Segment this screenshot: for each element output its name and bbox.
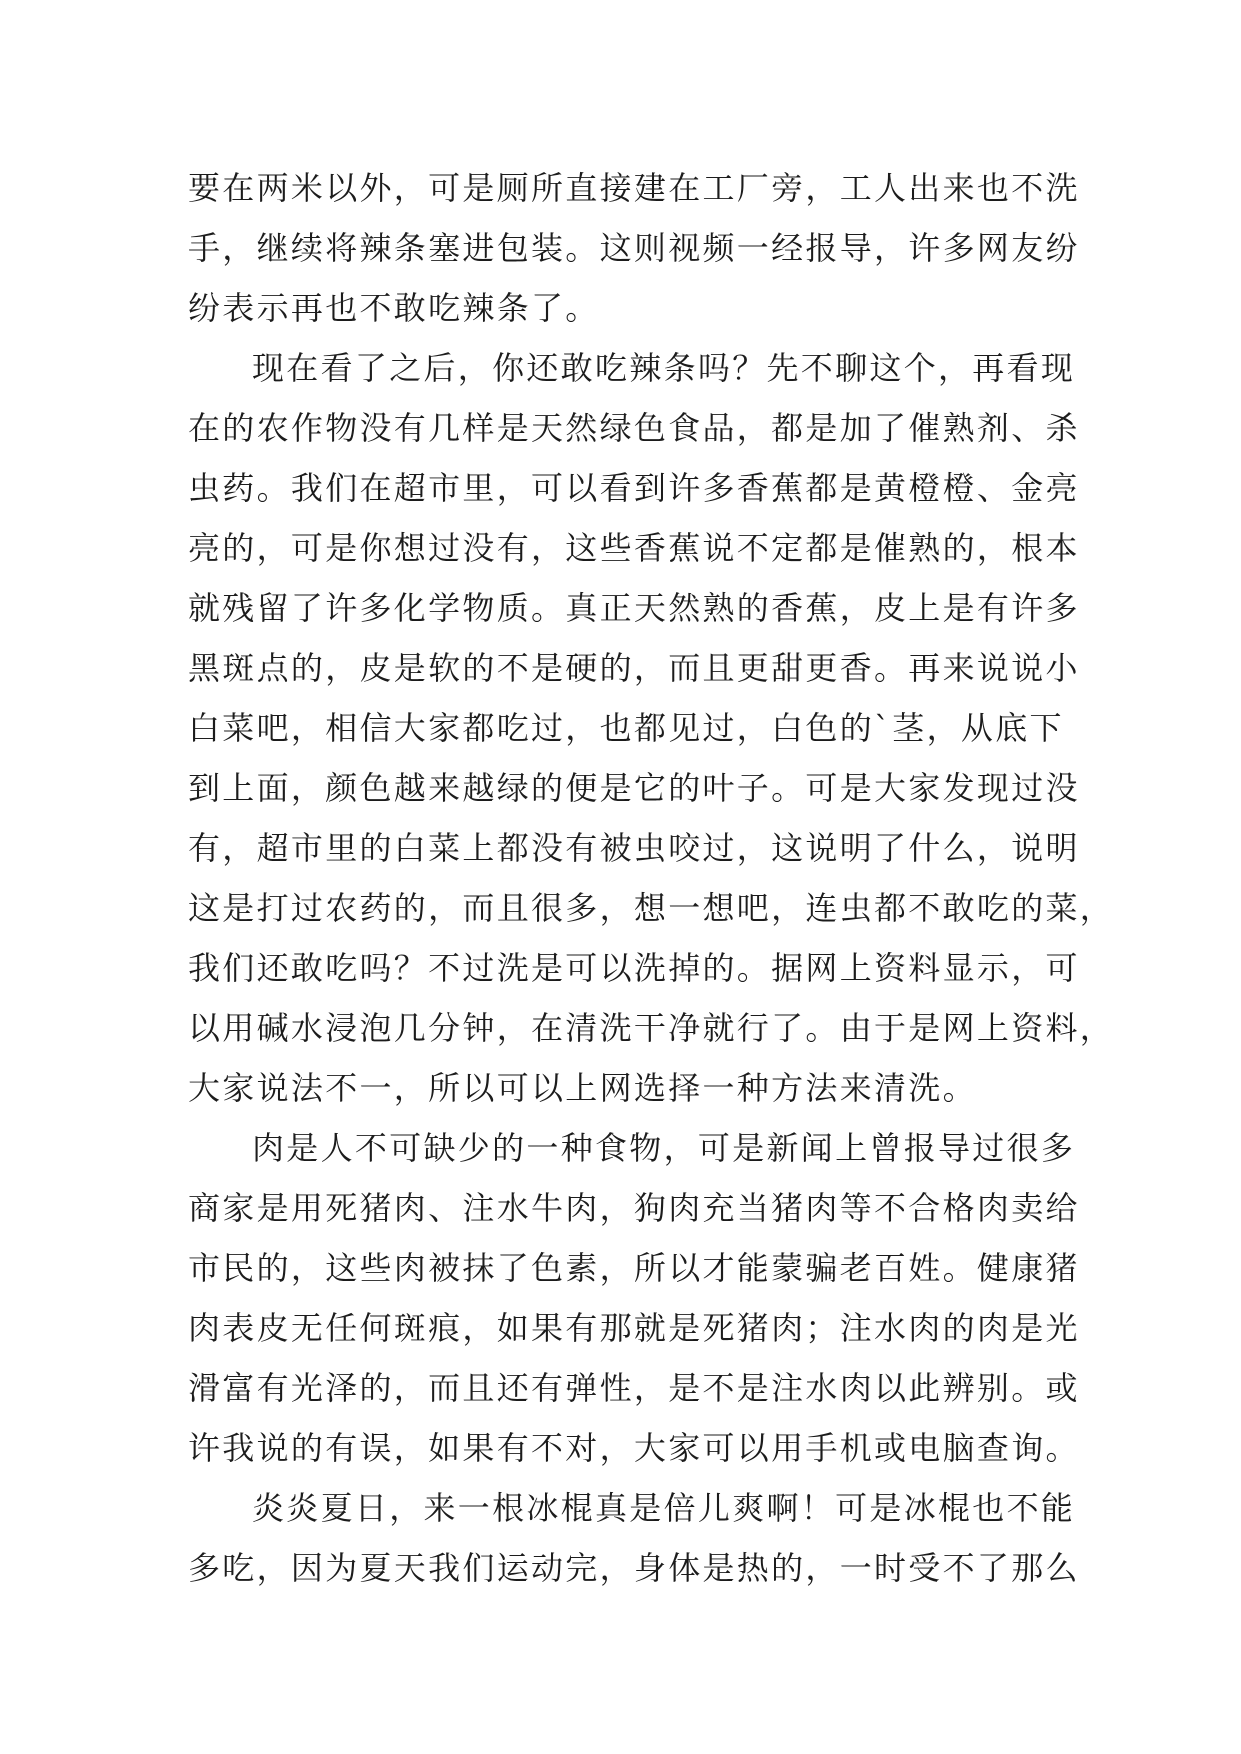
text-line: 大家说法不一，所以可以上网选择一种方法来清洗。 xyxy=(188,1069,977,1107)
text-line: 我们还敢吃吗？不过洗是可以洗掉的。据网上资料显示，可 xyxy=(188,949,1080,987)
paragraph-first-line: 炎炎夏日，来一根冰棍真是倍儿爽啊！可是冰棍也不能 xyxy=(252,1489,1076,1527)
text-line: 这是打过农药的，而且很多，想一想吧，连虫都不敢吃的菜， xyxy=(188,889,1115,927)
text-line: 到上面，颜色越来越绿的便是它的叶子。可是大家发现过没 xyxy=(188,769,1080,807)
text-line: 黑斑点的，皮是软的不是硬的，而且更甜更香。再来说说小 xyxy=(188,649,1080,687)
text-line: 要在两米以外，可是厕所直接建在工厂旁，工人出来也不洗 xyxy=(188,169,1080,207)
paragraph-first-line: 肉是人不可缺少的一种食物，可是新闻上曾报导过很多 xyxy=(252,1129,1076,1167)
text-line: 有，超市里的白菜上都没有被虫咬过，这说明了什么，说明 xyxy=(188,829,1080,867)
text-line: 多吃，因为夏天我们运动完，身体是热的，一时受不了那么 xyxy=(188,1549,1080,1587)
text-line: 纷表示再也不敢吃辣条了。 xyxy=(188,289,600,327)
paragraph-first-line: 现在看了之后，你还敢吃辣条吗？先不聊这个，再看现 xyxy=(252,349,1076,387)
text-line: 手，继续将辣条塞进包装。这则视频一经报导，许多网友纷 xyxy=(188,229,1080,267)
text-line: 就残留了许多化学物质。真正天然熟的香蕉，皮上是有许多 xyxy=(188,589,1080,627)
document-body xyxy=(188,158,1115,1598)
text-line: 滑富有光泽的，而且还有弹性，是不是注水肉以此辨别。或 xyxy=(188,1369,1080,1407)
text-line: 市民的，这些肉被抹了色素，所以才能蒙骗老百姓。健康猪 xyxy=(188,1249,1080,1287)
text-line: 亮的，可是你想过没有，这些香蕉说不定都是催熟的，根本 xyxy=(188,529,1080,567)
text-line: 许我说的有误，如果有不对，大家可以用手机或电脑查询。 xyxy=(188,1429,1080,1467)
text-line: 在的农作物没有几样是天然绿色食品，都是加了催熟剂、杀 xyxy=(188,409,1080,447)
text-line: 商家是用死猪肉、注水牛肉，狗肉充当猪肉等不合格肉卖给 xyxy=(188,1189,1080,1227)
text-line: 肉表皮无任何斑痕，如果有那就是死猪肉；注水肉的肉是光 xyxy=(188,1309,1080,1347)
text-line: 白菜吧，相信大家都吃过，也都见过，白色的`茎，从底下 xyxy=(188,709,1064,747)
text-line: 以用碱水浸泡几分钟，在清洗干净就行了。由于是网上资料， xyxy=(188,1009,1115,1047)
text-line: 虫药。我们在超市里，可以看到许多香蕉都是黄橙橙、金亮 xyxy=(188,469,1080,507)
